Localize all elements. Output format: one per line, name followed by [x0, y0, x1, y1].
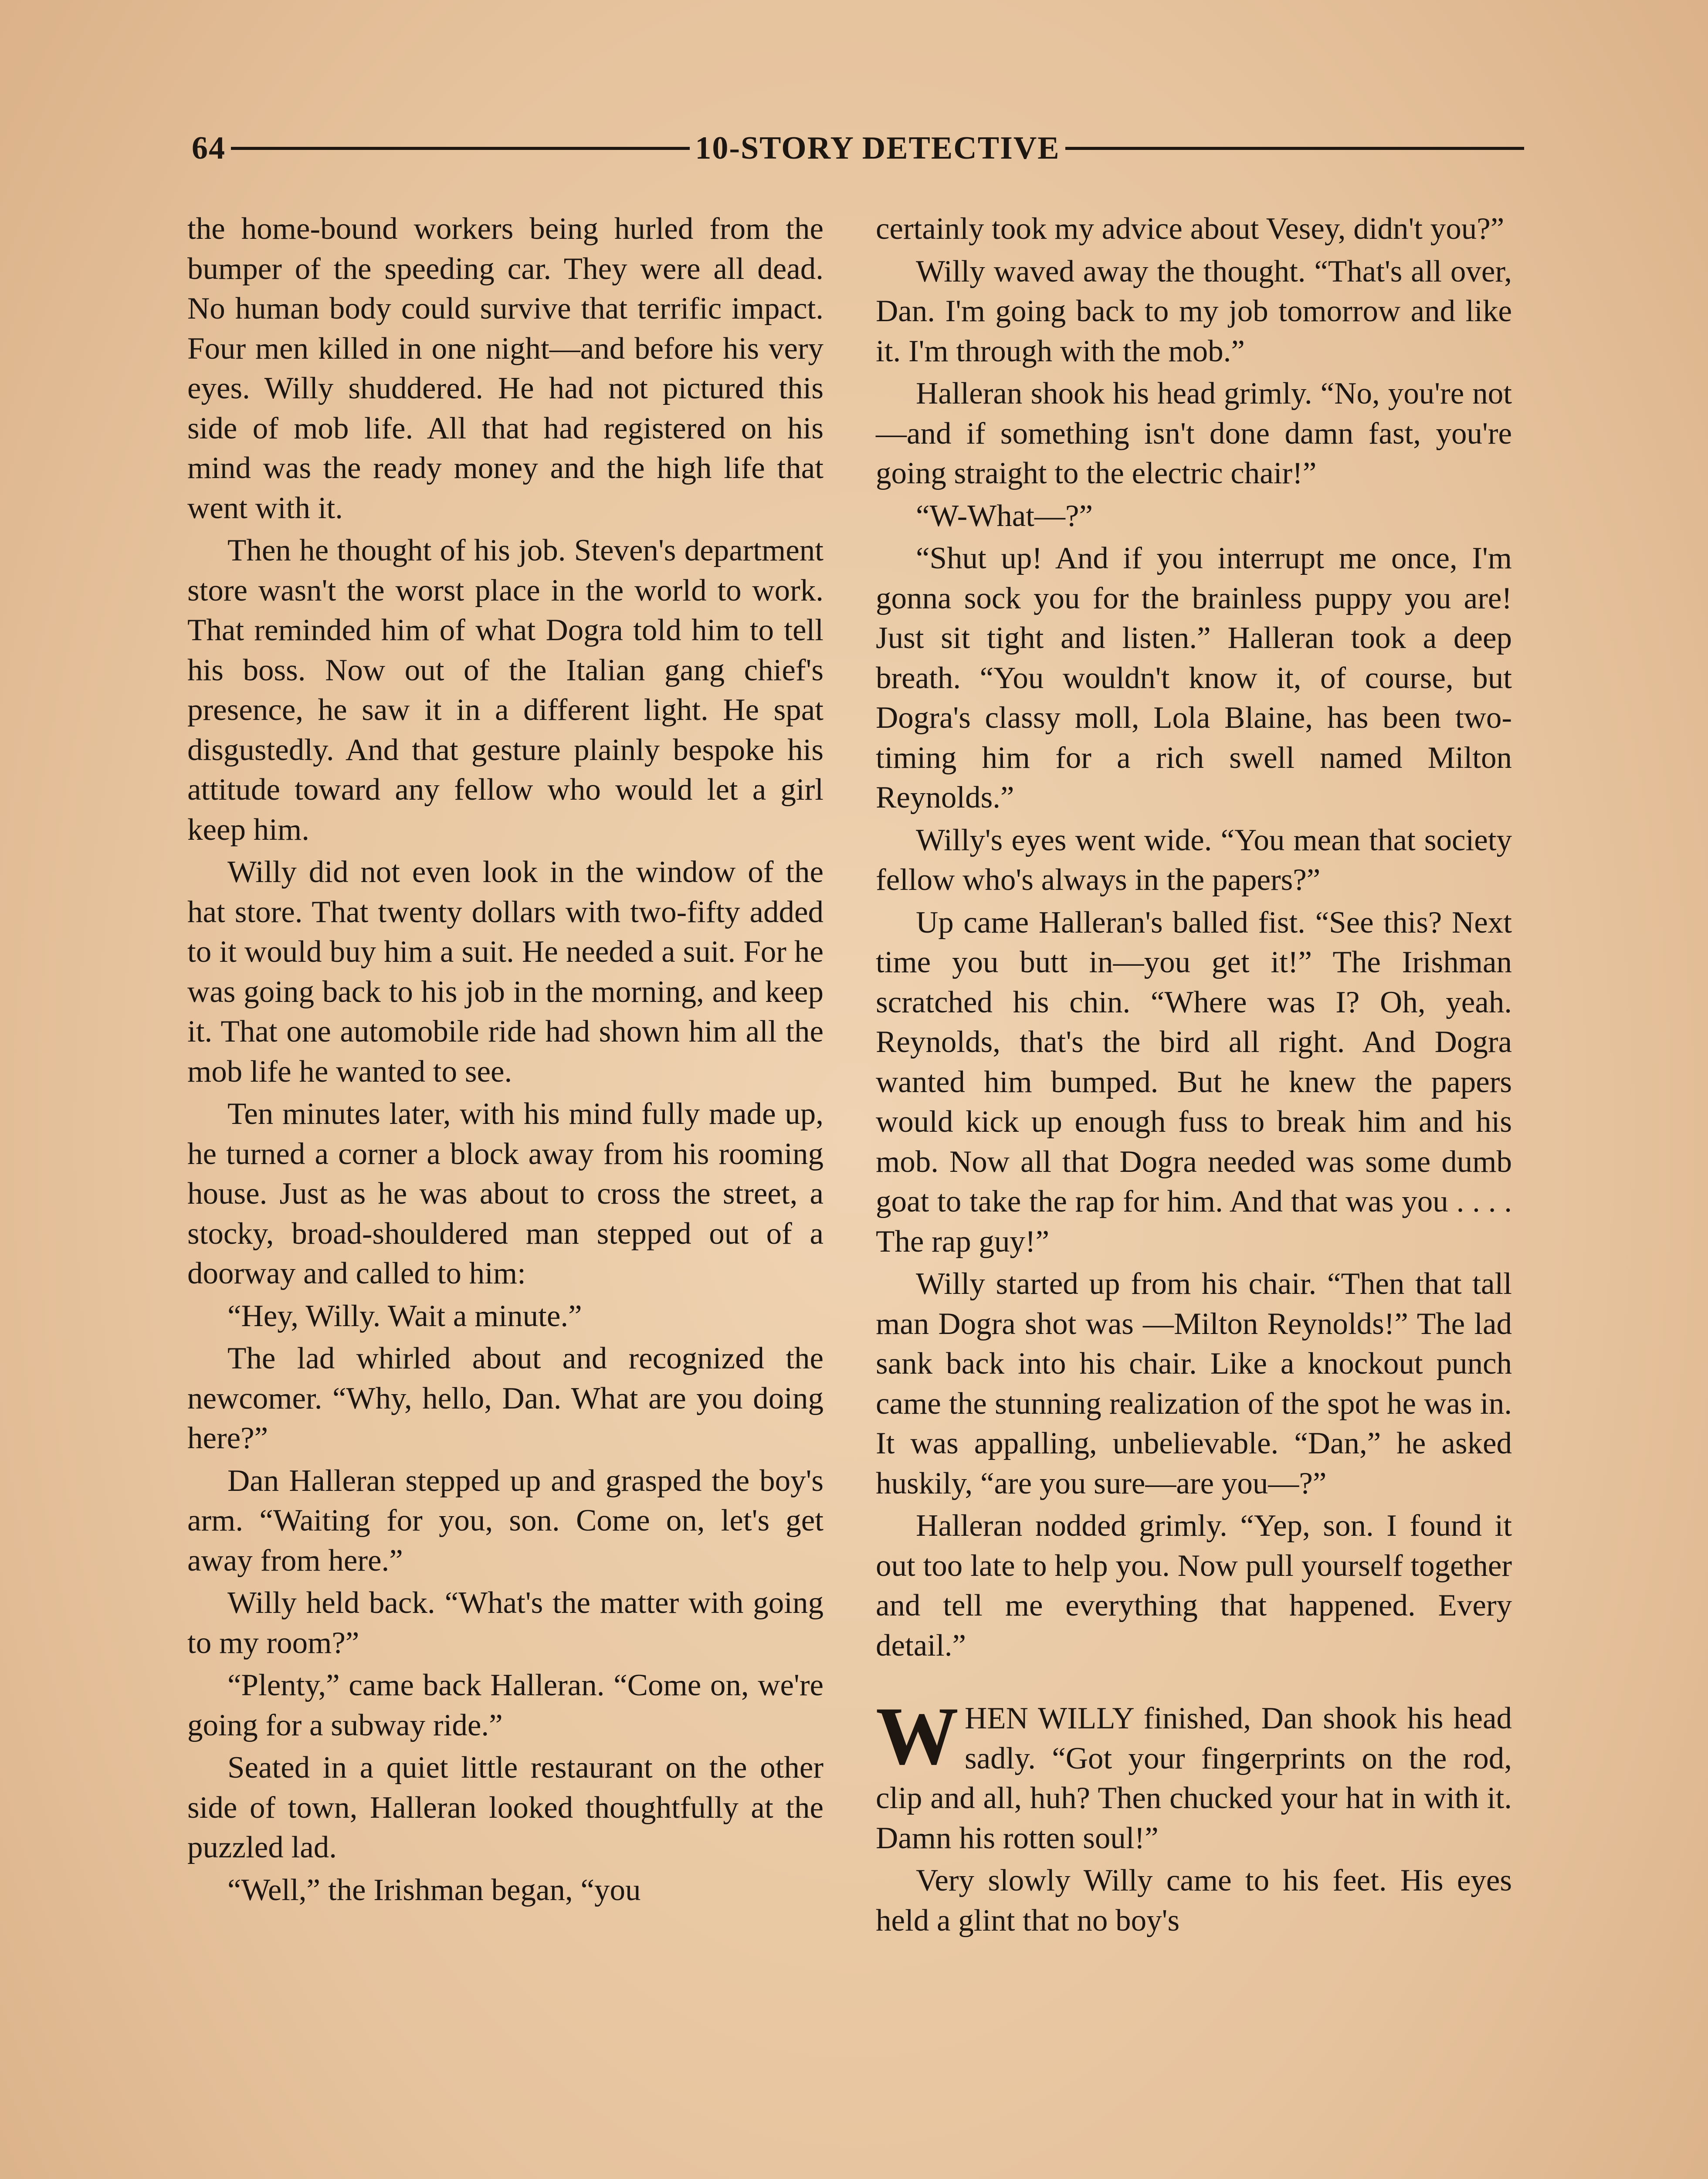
paragraph: “Well,” the Irishman began, “you [227, 1873, 641, 1907]
header-rule-right [1065, 147, 1524, 150]
paragraph: “Plenty,” came back Halleran. “Come on, we're going for a subway ride.” [187, 1668, 824, 1742]
paragraph: Willy did not even look in the window of the hat store. That twenty dollars with two-fifty added to it would buy him a suit. He needed a suit. For he was going back to his job in the morning, and keep it. That one automobile ride had shown him all the mob life he wanted to see. [187, 855, 824, 1089]
paragraph: Willy waved away the thought. “That's all over, Dan. I'm going back to my job tomorrow and like it. I'm through with the mob.” [876, 254, 1512, 368]
paragraph: certainly took my advice about Vesey, didn't you?” [876, 212, 1505, 246]
paragraph: Dan Halleran stepped up and grasped the boy's arm. “Waiting for you, son. Come on, let's get away from here.” [187, 1463, 824, 1578]
paragraph: Ten minutes later, with his mind fully made up, he turned a corner a block away from his rooming house. Just as he was about to cross the street, a stocky, broad-shouldered man stepped out of a doorway and called to him: [187, 1097, 824, 1290]
header-rule-left [231, 147, 690, 150]
paragraph: Very slowly Willy came to his feet. His eyes held a glint that no boy's [876, 1863, 1512, 1938]
paragraph: Halleran nodded grimly. “Yep, son. I found it out too late to help you. Now pull yourself together and tell me everything that happened. Every detail.” [876, 1509, 1512, 1663]
paragraph: Up came Halleran's balled fist. “See this? Next time you butt in—you get it!” The Irishman scratched his chin. “Where was I? Oh, yeah. Reynolds, that's the bird all right. And Dogra wanted him bumped. But he knew the papers would kick up enough fuss to break him and his mob. Now all that Dogra needed was some dumb goat to take the rap for him. And that was you . . . . The rap guy!” [876, 905, 1512, 1259]
page-number: 64 [192, 130, 226, 166]
paragraph: The lad whirled about and recognized the newcomer. “Why, hello, Dan. What are you doing here?” [187, 1341, 824, 1455]
paragraph: Willy held back. “What's the matter with going to my room?” [187, 1586, 824, 1660]
paragraph: Halleran shook his head grimly. “No, you're not—and if something isn't done damn fast, you're going straight to the electric chair!” [876, 377, 1512, 490]
left-column [187, 209, 824, 1913]
section-opening-paragraph [876, 1690, 1512, 1858]
paragraph: Willy's eyes went wide. “You mean that society fellow who's always in the papers?” [876, 823, 1512, 897]
right-column [876, 209, 1512, 1943]
paragraph: Then he thought of his job. Steven's department store wasn't the worst place in the world to work. That reminded him of what Dogra told him to tell his boss. Now out of the Italian gang chief's presence, he saw it in a different light. He spat disgustedly. And that gesture plainly bespoke his attitude toward any fellow who would let a girl keep him. [187, 533, 824, 847]
page-header [192, 129, 1529, 168]
paragraph: Seated in a quiet little restaurant on the other side of town, Halleran looked thoughtfully at the puzzled lad. [187, 1751, 824, 1864]
drop-cap: W [876, 1690, 959, 1782]
magazine-title: 10-STORY DETECTIVE [695, 130, 1060, 166]
section-break [876, 1668, 1512, 1699]
paragraph: Willy started up from his chair. “Then that tall man Dogra shot was —Milton Reynolds!” The lad sank back into his chair. Like a knockout punch came the stunning realization of the spot he was in. It was appalling, unbelievable. “Dan,” he asked huskily, “are you sure—are you—?” [876, 1267, 1512, 1500]
section-opening-text: HEN WILLY finished, Dan shook his head sadly. “Got your fingerprints on the rod, clip and all, huh? Then chucked your hat in with it. Damn his rotten soul!” [876, 1701, 1512, 1855]
paragraph: “Hey, Willy. Wait a minute.” [227, 1299, 582, 1333]
paragraph: “W-What—?” [916, 499, 1093, 533]
paragraph: “Shut up! And if you interrupt me once, I'm gonna sock you for the brainless puppy you are! Just sit tight and listen.” Halleran took a deep breath. “You wouldn't know it, of course, but Dogra's classy moll, Lola Blaine, has been two-timing him for a rich swell named Milton Reynolds.” [876, 541, 1512, 815]
paragraph: the home-bound workers being hurled from the bumper of the speeding car. They were all dead. No human body could survive that terrific impact. Four men killed in one night—and before his very eyes. Willy shuddered. He had not pictured this side of mob life. All that had registered on his mind was the ready money and the high life that went with it. [187, 212, 824, 525]
